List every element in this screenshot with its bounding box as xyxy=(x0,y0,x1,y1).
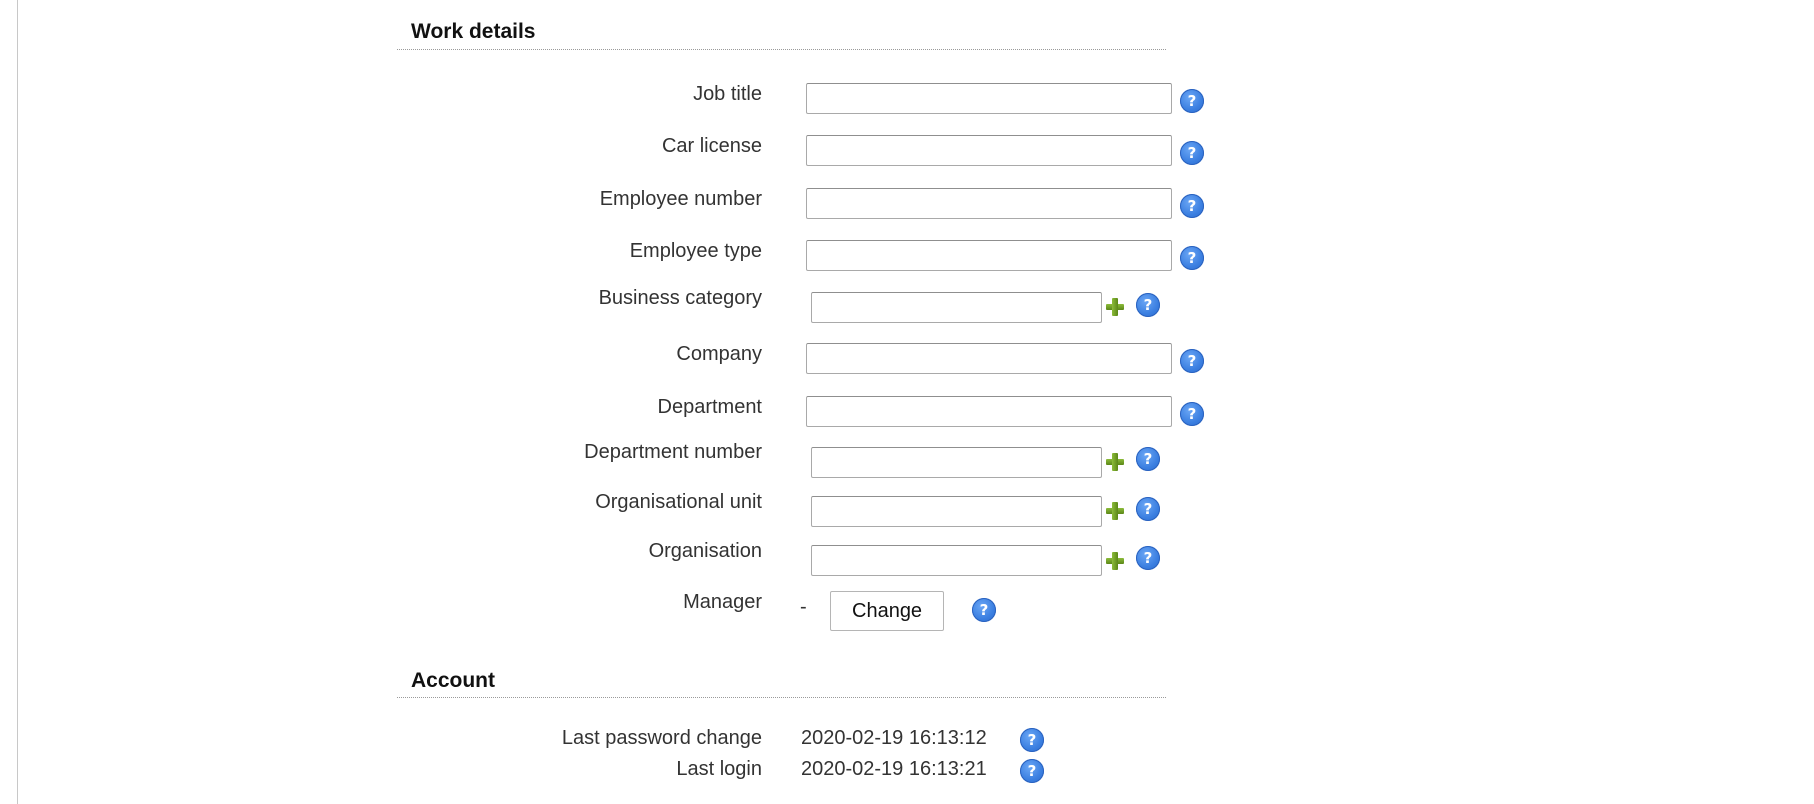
department-label: Department xyxy=(657,396,762,418)
department-input[interactable] xyxy=(806,396,1172,427)
company-label: Company xyxy=(676,343,762,365)
last-password-change-value: 2020-02-19 16:13:12 xyxy=(801,727,987,749)
plus-icon[interactable] xyxy=(1104,296,1126,318)
car-license-input[interactable] xyxy=(806,135,1172,166)
help-icon[interactable]: ? xyxy=(1136,546,1160,570)
organisation-label: Organisation xyxy=(648,540,762,562)
help-icon[interactable]: ? xyxy=(1136,447,1160,471)
organisational-unit-label: Organisational unit xyxy=(595,491,762,513)
help-icon[interactable]: ? xyxy=(1020,759,1044,783)
business-category-input[interactable] xyxy=(811,292,1102,323)
job-title-input[interactable] xyxy=(806,83,1172,114)
help-icon[interactable]: ? xyxy=(1180,349,1204,373)
help-icon[interactable]: ? xyxy=(1180,141,1204,165)
help-icon[interactable]: ? xyxy=(972,598,996,622)
employee-type-input[interactable] xyxy=(806,240,1172,271)
last-login-label: Last login xyxy=(676,758,762,780)
help-icon[interactable]: ? xyxy=(1180,194,1204,218)
plus-icon[interactable] xyxy=(1104,550,1126,572)
help-icon[interactable]: ? xyxy=(1180,402,1204,426)
job-title-label: Job title xyxy=(693,83,762,105)
last-login-value: 2020-02-19 16:13:21 xyxy=(801,758,987,780)
car-license-label: Car license xyxy=(661,135,762,157)
organisation-input[interactable] xyxy=(811,545,1102,576)
help-icon[interactable]: ? xyxy=(1180,89,1204,113)
manager-label: Manager xyxy=(683,591,762,613)
help-icon[interactable]: ? xyxy=(1180,246,1204,270)
section-divider xyxy=(397,697,1166,698)
last-password-change-label: Last password change xyxy=(561,727,762,749)
employee-type-label: Employee type xyxy=(629,240,762,262)
section-title-work-details: Work details xyxy=(411,20,536,43)
department-number-label: Department number xyxy=(584,441,762,463)
plus-icon[interactable] xyxy=(1104,451,1126,473)
company-input[interactable] xyxy=(806,343,1172,374)
manager-value: - xyxy=(800,596,807,618)
organisational-unit-input[interactable] xyxy=(811,496,1102,527)
section-title-account: Account xyxy=(411,669,495,692)
plus-icon[interactable] xyxy=(1104,500,1126,522)
department-number-input[interactable] xyxy=(811,447,1102,478)
content-border xyxy=(17,0,18,804)
help-icon[interactable]: ? xyxy=(1136,293,1160,317)
section-divider xyxy=(397,49,1166,50)
employee-number-label: Employee number xyxy=(599,188,762,210)
help-icon[interactable]: ? xyxy=(1020,728,1044,752)
employee-number-input[interactable] xyxy=(806,188,1172,219)
help-icon[interactable]: ? xyxy=(1136,497,1160,521)
change-manager-button[interactable]: Change xyxy=(830,591,944,631)
business-category-label: Business category xyxy=(598,287,762,309)
